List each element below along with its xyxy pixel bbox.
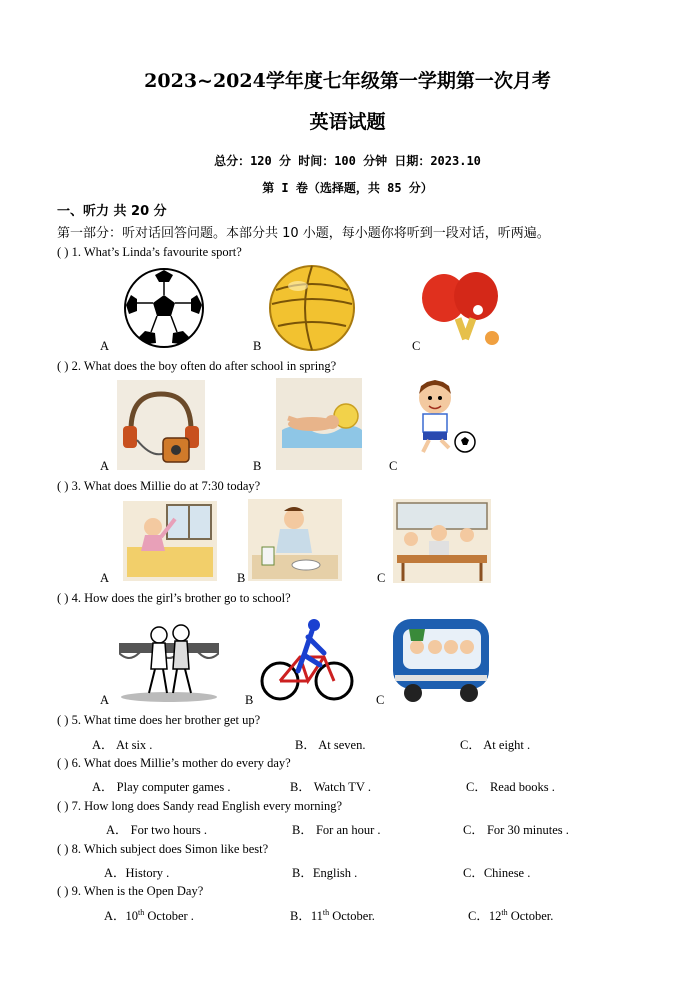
option-c: C．Chinese .	[463, 866, 531, 880]
option-a: A． At six .	[92, 738, 153, 752]
option-label-a: A	[100, 571, 110, 585]
waking-up-icon	[123, 501, 217, 581]
option-label-c: C	[389, 459, 398, 473]
option-label-a: A	[100, 693, 110, 707]
option-c: C． For 30 minutes .	[463, 823, 569, 837]
breakfast-icon	[248, 499, 342, 581]
boy-football-icon	[409, 378, 479, 456]
option-label-b: B	[253, 459, 262, 473]
school-bus-icon	[389, 613, 493, 705]
exam-subtitle: 英语试题	[309, 111, 386, 133]
swimmer-icon	[276, 378, 362, 470]
option-label-b: B	[237, 571, 246, 585]
option-b: B．English .	[292, 866, 358, 880]
option-c: C．12th October.	[468, 907, 554, 923]
question-7: ( ) 7. How long does Sandy read English every morning?	[57, 799, 343, 813]
soccer-ball-icon	[123, 267, 205, 349]
option-label-c: C	[376, 693, 385, 707]
option-b: B． For an hour .	[292, 823, 381, 837]
option-a: A．History .	[104, 866, 170, 880]
question-4: ( ) 4. How does the girl’s brother go to school?	[57, 591, 291, 605]
question-8: ( ) 8. Which subject does Simon like best?	[57, 842, 269, 856]
exam-info: 总分：120 分 时间：100 分钟 日期：2023.10	[214, 154, 481, 168]
option-a: A． Play computer games .	[92, 780, 231, 794]
classroom-icon	[393, 499, 491, 583]
option-label-a: A	[100, 459, 110, 473]
option-a: A． For two hours .	[106, 823, 208, 837]
option-b: B．11th October.	[290, 907, 375, 923]
section-instruction: 第一部分：听对话回答问题。本部分共 10 小题，每小题你将听到一段对话，听两遍。	[57, 226, 550, 241]
option-label-a: A	[100, 339, 110, 353]
option-label-b: B	[245, 693, 254, 707]
option-label-c: C	[412, 339, 421, 353]
section-heading: 一、听力 共 20 分	[57, 204, 167, 219]
option-b: B． Watch TV .	[290, 780, 371, 794]
question-9: ( ) 9. When is the Open Day?	[57, 884, 204, 898]
option-b: B． At seven.	[295, 738, 366, 752]
question-2: ( ) 2. What does the boy often do after school in spring?	[57, 359, 337, 373]
cyclist-icon	[258, 617, 356, 705]
ping-pong-icon	[418, 270, 510, 350]
option-label-c: C	[377, 571, 386, 585]
exam-title: 2023~2024学年度七年级第一学期第一次月考	[144, 70, 551, 92]
option-a: A．10th October .	[104, 907, 194, 923]
walking-kids-icon	[119, 613, 219, 703]
question-5: ( ) 5. What time does her brother get up?	[57, 713, 261, 727]
headphones-icon	[117, 380, 205, 470]
volleyball-icon	[268, 264, 356, 352]
question-1: ( ) 1. What’s Linda’s favourite sport?	[57, 245, 242, 259]
option-label-b: B	[253, 339, 262, 353]
option-c: C． At eight .	[460, 738, 531, 752]
option-c: C． Read books .	[466, 780, 555, 794]
question-3: ( ) 3. What does Millie do at 7:30 today?	[57, 479, 261, 493]
volume-heading: 第 I 卷（选择题，共 85 分）	[262, 181, 433, 195]
question-6: ( ) 6. What does Millie’s mother do every day?	[57, 756, 291, 770]
